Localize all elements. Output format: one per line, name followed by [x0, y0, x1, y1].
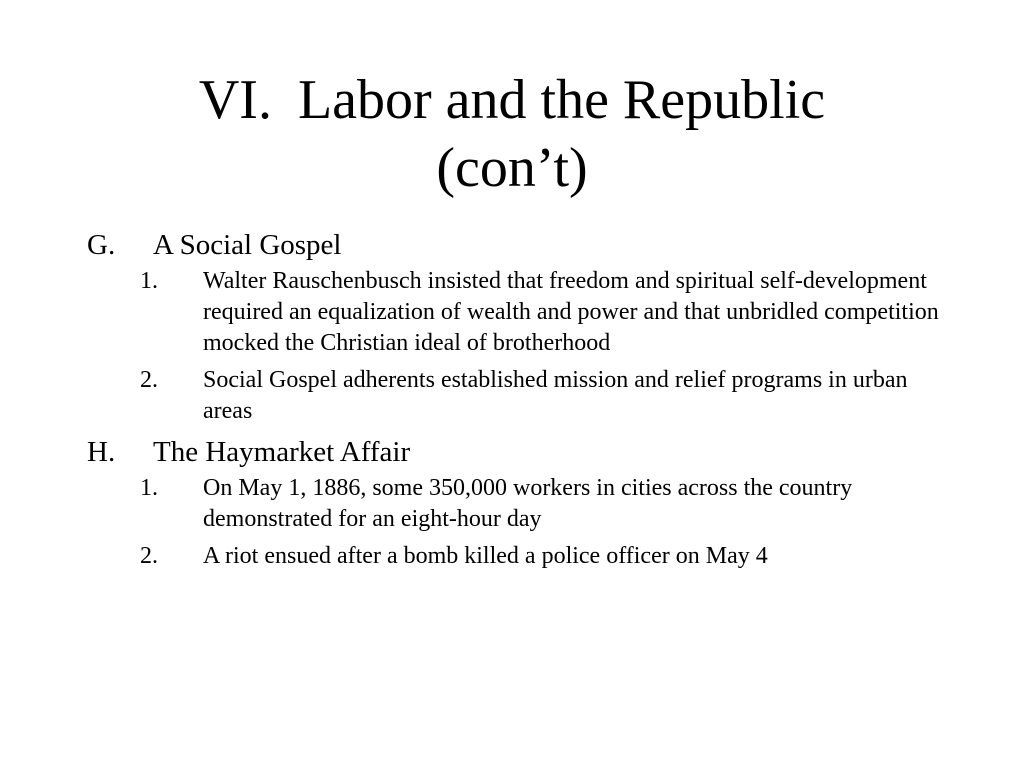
title-numeral: VI.	[198, 69, 272, 131]
list-item	[87, 473, 947, 535]
section-title: The Haymarket Affair	[153, 436, 411, 468]
section-heading	[87, 433, 947, 471]
section-letter: H.	[87, 436, 116, 468]
section-heading	[87, 226, 947, 264]
section-g	[87, 226, 947, 427]
slide-title	[80, 66, 944, 202]
sub-list	[87, 473, 947, 572]
title-main: Labor and the Republic	[297, 69, 826, 131]
section-h	[87, 433, 947, 572]
item-text: On May 1, 1886, some 350,000 workers in cities across the country demonstrated for an eight-hour day	[203, 475, 853, 532]
list-item	[87, 365, 947, 427]
section-letter: G.	[87, 229, 116, 261]
section-title: A Social Gospel	[153, 229, 342, 261]
item-number: 1.	[140, 475, 158, 501]
title-line-1	[80, 66, 944, 134]
slide-body	[87, 226, 947, 578]
item-number: 1.	[140, 268, 158, 294]
item-text: Social Gospel adherents established mission and relief programs in urban areas	[203, 367, 908, 424]
title-subtitle: (con’t)	[436, 137, 588, 199]
list-item	[87, 266, 947, 359]
item-text: Walter Rauschenbusch insisted that freedom and spiritual self-development required an equalization of wealth and power and that unbridled competition mocked the Christian ideal of brotherhood	[203, 268, 939, 356]
item-number: 2.	[140, 543, 158, 569]
item-number: 2.	[140, 367, 158, 393]
item-text: A riot ensued after a bomb killed a police officer on May 4	[203, 543, 768, 569]
list-item	[87, 541, 947, 572]
sub-list	[87, 266, 947, 427]
